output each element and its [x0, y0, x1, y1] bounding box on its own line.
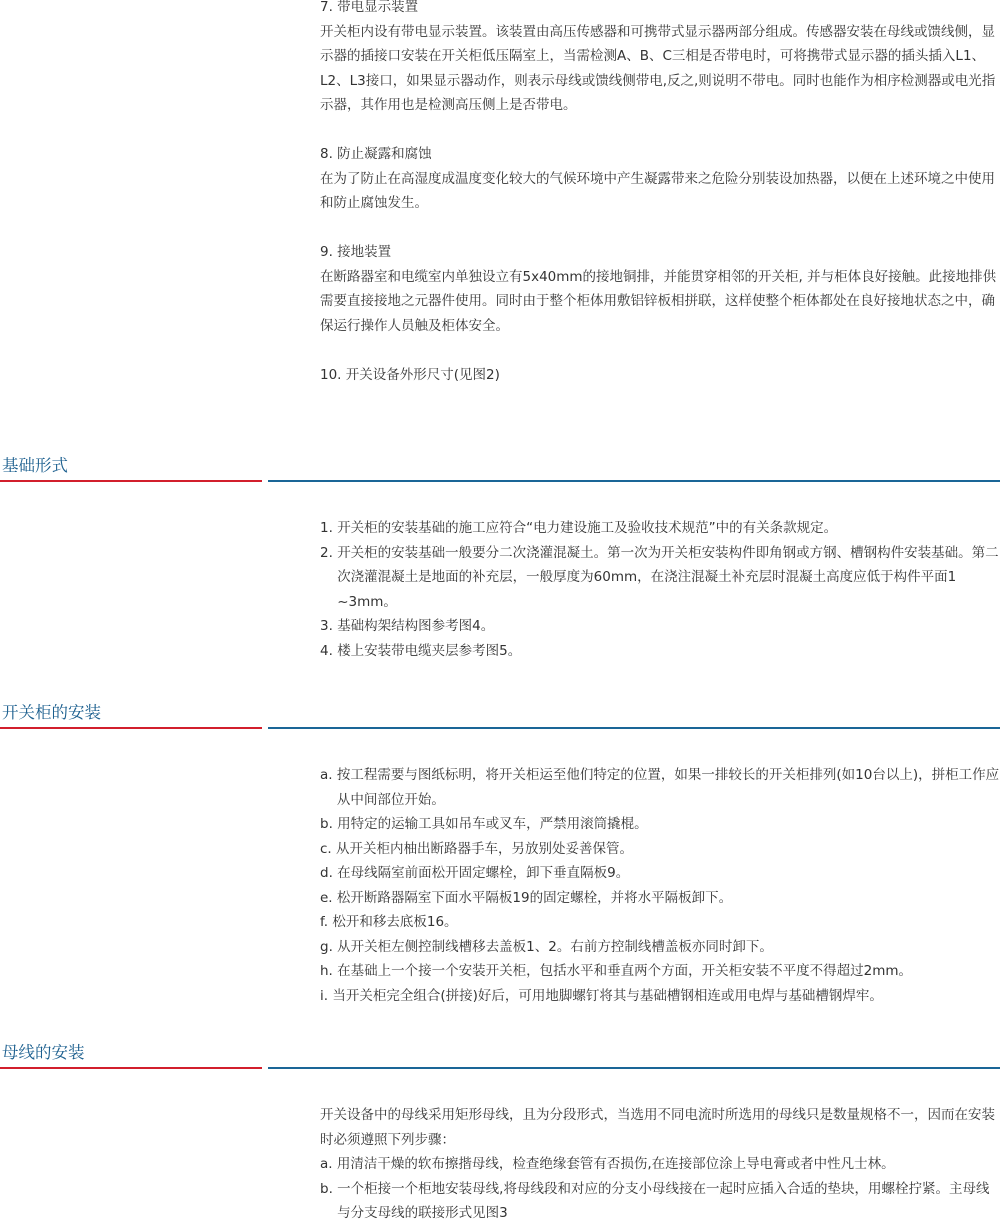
list-item-letter: c. [320, 840, 332, 857]
list-item-letter: f. [320, 914, 329, 930]
foundation-section-header [0, 455, 1000, 485]
divider-red [0, 480, 262, 482]
list-item-text: 开关柜的安装基础的施工应符合“电力建设施工及验收技术规范”中的有关条款规定。 [337, 520, 838, 536]
list-item [320, 959, 1000, 984]
divider-blue [268, 727, 1000, 729]
list-item-text: 用清洁干燥的软布擦揩母线，检查绝缘套管有否损伤,在连接部位涂上导电膏或者中性凡士林。 [336, 1156, 895, 1172]
list-item-text: 开关柜的安装基础一般要分二次浇灌混凝土。第一次为开关柜安装构件即角钢或方钢、槽钢构件安装基础。第二次浇灌混凝土是地面的补充层，一般厚度为60mm，在浇注混凝土补充层时混凝土高度应低于构件平面1 ~3mm。 [337, 544, 999, 610]
list-item [320, 541, 1000, 615]
list-item [320, 861, 1000, 886]
list-item-text: 按工程需要与图纸标明，将开关柜运至他们特定的位置，如果一排较长的开关柜排列(如10台以上)，拼柜工作应从中间部位开始。 [336, 767, 1000, 808]
busbar-section-header [0, 1042, 1000, 1072]
list-item-text: 基础构架结构图参考图4。 [337, 618, 495, 634]
item9-title: 9. 接地装置 [320, 244, 392, 260]
divider-blue [268, 1067, 1000, 1069]
list-item-text: 在母线隔室前面松开固定螺栓，卸下垂直隔板9。 [337, 865, 630, 881]
item10-title: 10. 开关设备外形尺寸(见图2) [320, 366, 500, 383]
list-item-number: 2. [320, 544, 333, 561]
list-item-number: 3. [320, 618, 333, 634]
item9-body: 在断路器室和电缆室内单独设立有5x40mm的接地铜排，并能贯穿相邻的开关柜, 并与柜体良好接触。此接地排供需要直接接地之元器件使用。同时由于整个柜体用敷铝锌板相拼联，这样使整个柜体都处在良好接地状态之中，确保运行操作人员触及柜体安全。 [320, 268, 997, 334]
busbar-intro: 开关设备中的母线采用矩形母线，且为分段形式，当选用不同电流时所选用的母线只是数量规格不一，因而在安装时必须遵照下列步骤： [320, 1107, 995, 1148]
list-item [320, 763, 1000, 812]
list-item-letter: b. [320, 1180, 333, 1197]
list-item-letter: b. [320, 816, 333, 832]
list-item [320, 1177, 1000, 1226]
list-item [320, 984, 1000, 1009]
list-item [320, 935, 1000, 960]
list-item-letter: h. [320, 963, 333, 979]
foundation-list [320, 516, 1000, 663]
list-item-text: 松开断路器隔室下面水平隔板19的固定螺栓，并将水平隔板卸下。 [336, 889, 733, 906]
list-item-number: 4. [320, 642, 333, 659]
list-item-letter: e. [320, 889, 333, 906]
list-item [320, 837, 1000, 862]
installation-list [320, 763, 1000, 1008]
divider-red [0, 1067, 262, 1069]
list-item [320, 1152, 1000, 1177]
section-title: 开关柜的安装 [2, 703, 101, 722]
installation-section-header [0, 702, 1000, 732]
divider-blue [268, 480, 1000, 482]
divider-red [0, 727, 262, 729]
list-item [320, 516, 1000, 541]
list-item [320, 886, 1000, 911]
busbar-block [320, 1103, 1000, 1226]
list-item-letter: i. [320, 987, 329, 1004]
list-item-text: 用特定的运输工具如吊车或叉车，严禁用滚筒撬棍。 [337, 816, 648, 832]
list-item-letter: a. [320, 1156, 333, 1172]
list-item [320, 910, 1000, 935]
list-item-text: 从开关柜内柚出断路器手车，另放别处妥善保管。 [336, 840, 634, 857]
item8-body: 在为了防止在高湿度成温度变化较大的气候环境中产生凝露带来之危险分别装设加热器，以便在上述环境之中使用和防止腐蚀发生。 [320, 170, 995, 211]
list-item [320, 639, 1000, 664]
section-title: 母线的安装 [2, 1043, 85, 1062]
item7-title: 7. 带电显示装置 [320, 0, 419, 15]
list-item [320, 614, 1000, 639]
list-item-text: 在基础上一个接一个安装开关柜，包括水平和垂直两个方面，开关柜安装不平度不得超过2mm。 [337, 963, 913, 979]
section-title: 基础形式 [2, 456, 68, 475]
list-item-letter: a. [320, 767, 333, 783]
list-item-text: 当开关柜完全组合(拼接)好后，可用地脚螺钉将其与基础槽钢相连或用电焊与基础槽钢焊牢。 [332, 987, 883, 1004]
features-block [320, 0, 1000, 387]
list-item-letter: d. [320, 865, 333, 881]
list-item-text: 一个柜接一个柜地安装母线,将母线段和对应的分支小母线接在一起时应插入合适的垫块，用螺栓拧紧。主母线与分支母线的联接形式见图3 [337, 1180, 990, 1221]
list-item [320, 812, 1000, 837]
list-item-text: 楼上安装带电缆夹层参考图5。 [337, 642, 522, 659]
list-item-text: 松开和移去底板16。 [332, 914, 458, 930]
item7-body: 开关柜内设有带电显示装置。该装置由高压传感器和可携带式显示器两部分组成。传感器安装在母线或馈线侧，显示器的插接口安装在开关柜低压隔室上，当需检测A、B、C三相是否带电时，可将携带式显示器的插头插入L1、L2、L3接口，如果显示器动作，则表示母线或馈线侧带电,反之,则说明不带电。同时也能作为相序检测器或电光指示器，其作用也是检测高压侧上是否带电。 [320, 23, 996, 113]
list-item-text: 从开关柜左侧控制线槽移去盖板1、2。右前方控制线槽盖板亦同时卸下。 [337, 938, 773, 955]
list-item-letter: g. [320, 938, 333, 955]
list-item-number: 1. [320, 520, 333, 536]
item8-title: 8. 防止凝露和腐蚀 [320, 146, 432, 162]
